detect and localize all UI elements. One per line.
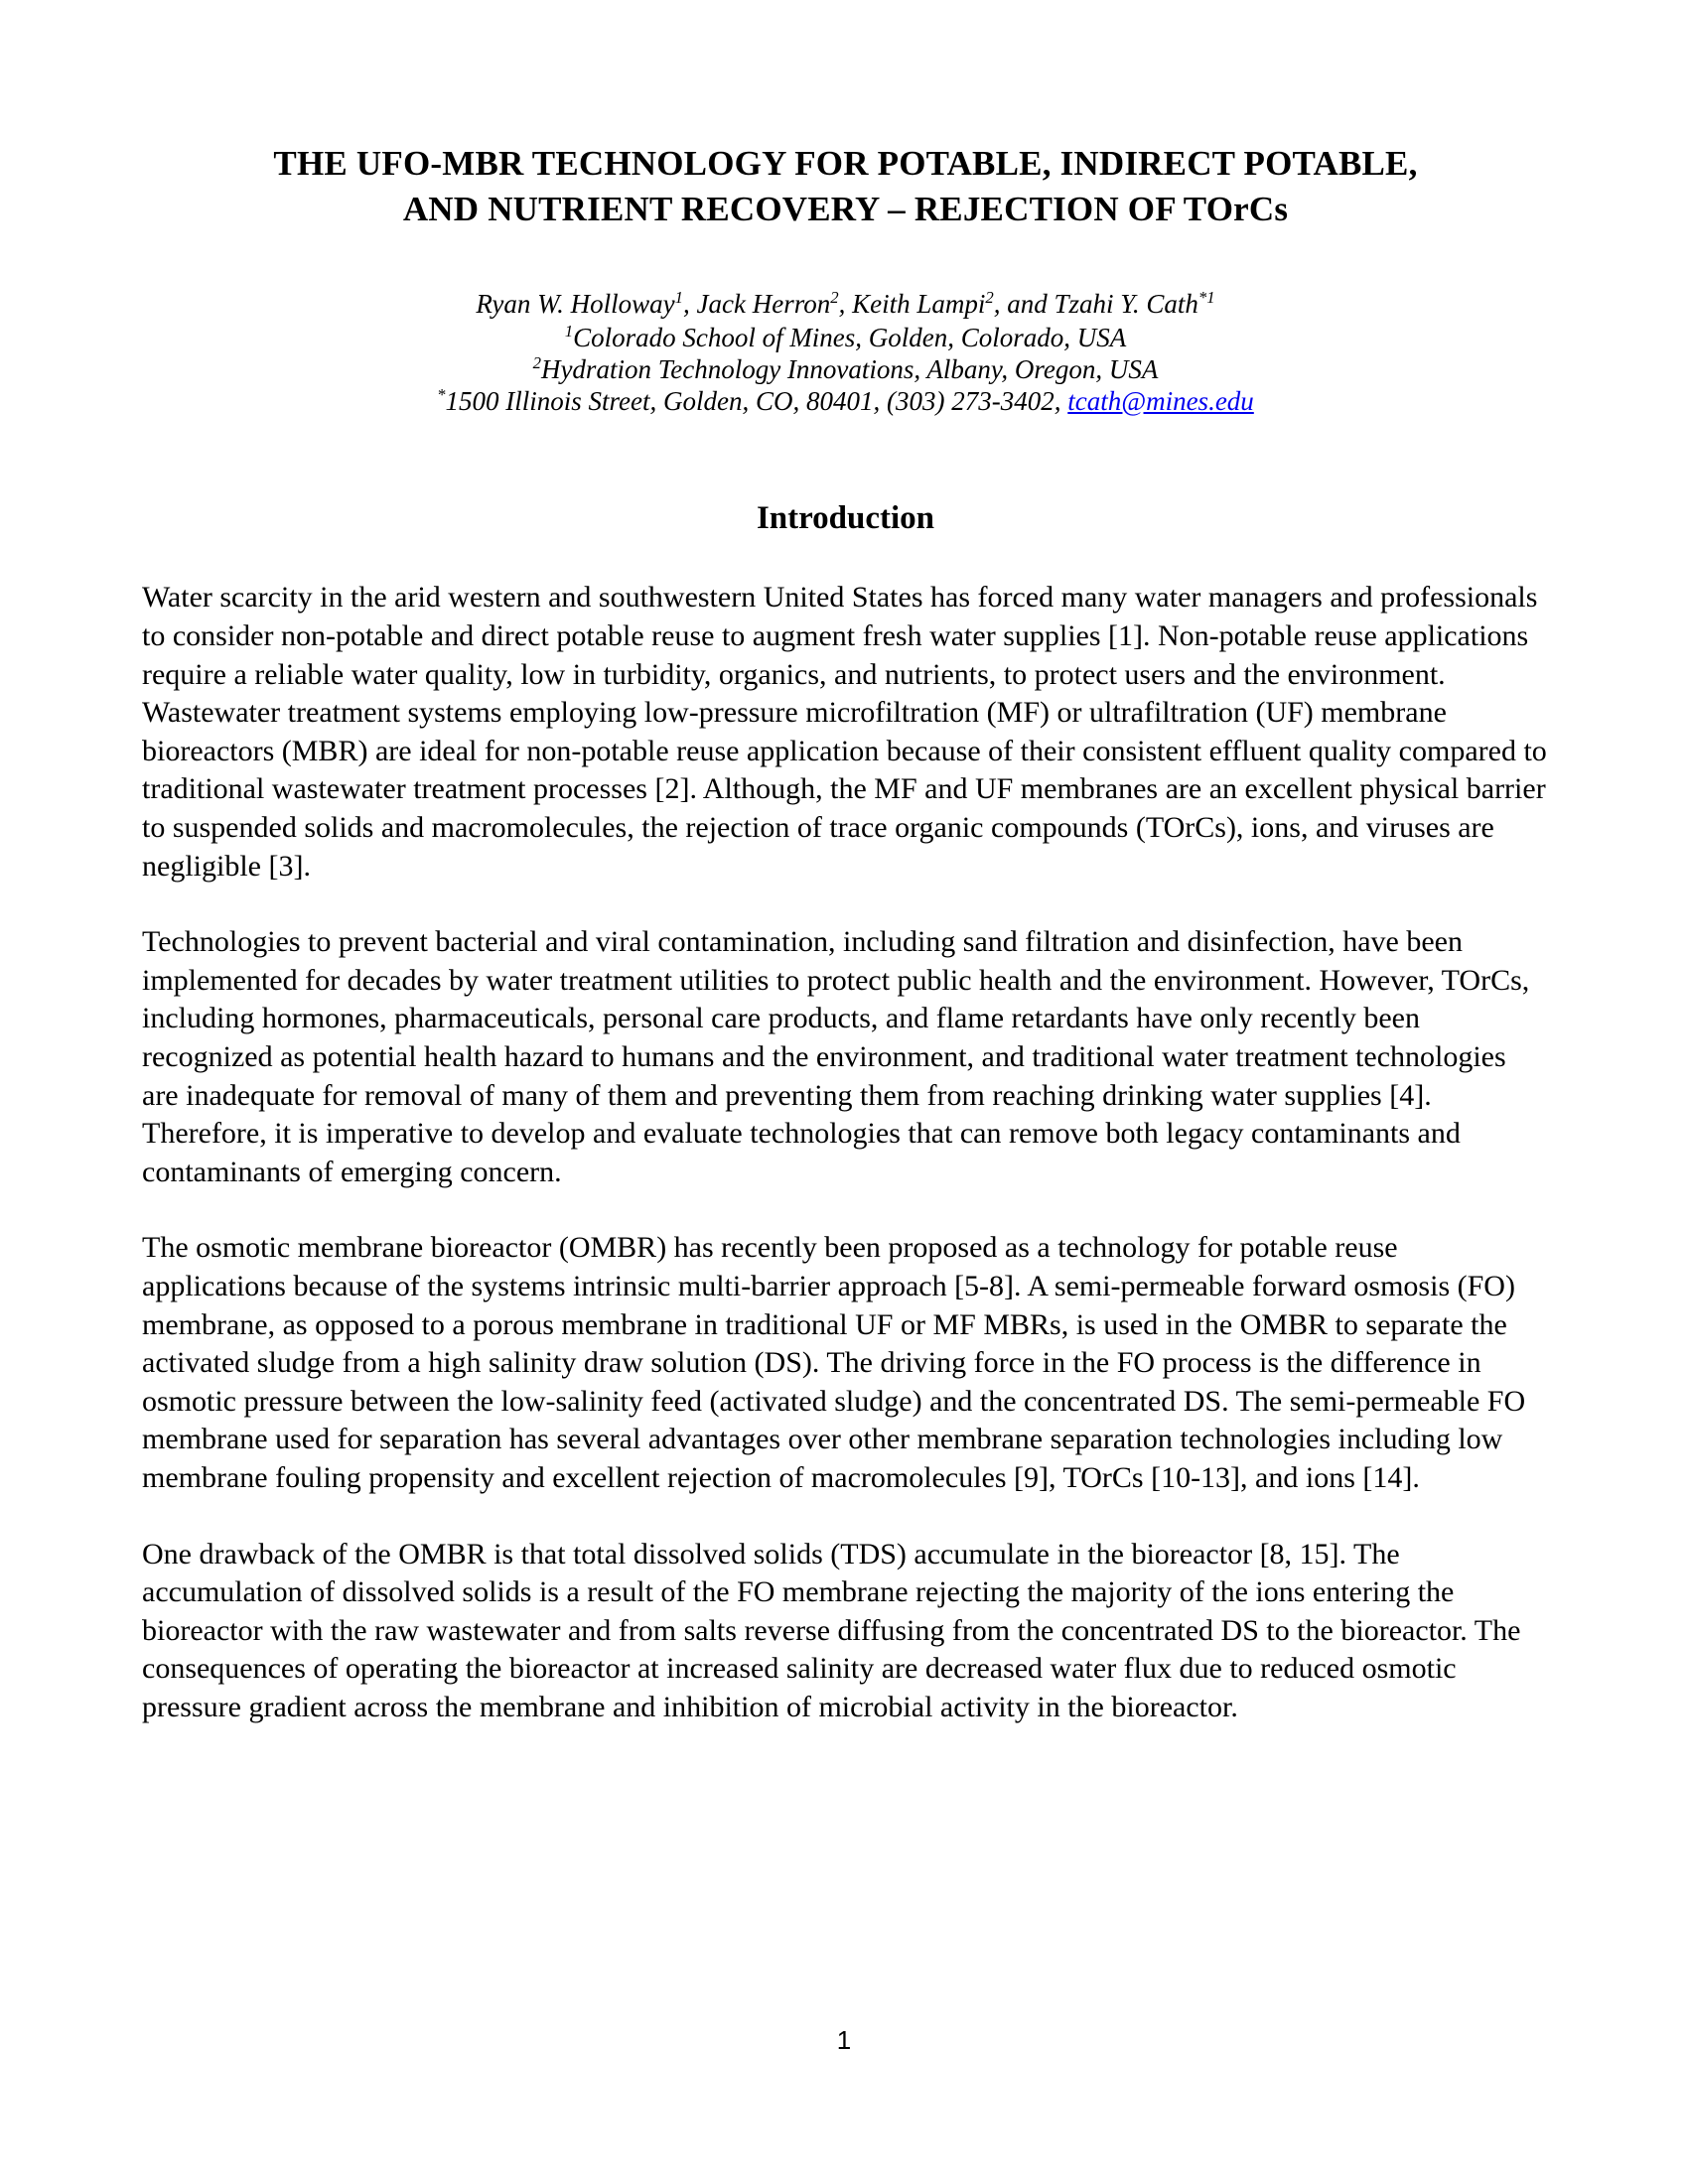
paper-title-line1: THE UFO-MBR TECHNOLOGY FOR POTABLE, INDIRECT POTABLE, <box>273 144 1418 183</box>
paragraph-2: Technologies to prevent bacterial and viral contamination, including sand filtration and disinfection, have been implemented for decades by water treatment utilities to protect public health and the environment. However, TOrCs, including hormones, pharmaceuticals, personal care products, and flame retardants have only recently been recognized as potential health hazard to humans and the environment, and traditional water treatment technologies are inadequate for removal of many of them and preventing them from reaching drinking water supplies [4]. Therefore, it is imperative to develop and evaluate technologies that can remove both legacy contaminants and contaminants of emerging concern. <box>142 925 1530 1188</box>
superscript: 2 <box>532 352 541 372</box>
superscript: 1 <box>674 288 684 307</box>
paragraph-1: Water scarcity in the arid western and southwestern United States has forced many water managers and professionals to consider non-potable and direct potable reuse to augment fresh water supplies [1]. Non-potable reuse applications require a reliable water quality, low in turbidity, organics, and nutrients, to protect users and the environment. Wastewater treatment systems employing low-pressure microfiltration (MF) or ultrafiltration (UF) membrane bioreactors (MBR) are ideal for non-potable reuse application because of their consistent effluent quality compared to traditional wastewater treatment processes [2]. Although, the MF and UF membranes are an excellent physical barrier to suspended solids and macromolecules, the rejection of trace organic compounds (TOrCs), ions, and viruses are negligible [3]. <box>142 581 1547 883</box>
body-text <box>142 579 1549 1726</box>
email-link[interactable]: tcath@mines.edu <box>1067 385 1254 416</box>
paragraph-3: The osmotic membrane bioreactor (OMBR) has recently been proposed as a technology for potable reuse applications because of the systems intrinsic multi-barrier approach [5-8]. A semi-permeable forward osmosis (FO) membrane, as opposed to a porous membrane in traditional UF or MF MBRs, is used in the OMBR to separate the activated sludge from a high salinity draw solution (DS). The driving force in the FO process is the difference in osmotic pressure between the low-salinity feed (activated sludge) and the concentrated DS. The semi-permeable FO membrane used for separation has several advantages over other membrane separation technologies including low membrane fouling propensity and excellent rejection of macromolecules [9], TOrCs [10-13], and ions [14]. <box>142 1231 1526 1494</box>
superscript: 2 <box>830 288 839 307</box>
section-heading-introduction: Introduction <box>756 500 935 537</box>
affiliation-line-3: *1500 Illinois Street, Golden, CO, 80401, (303) 273-3402, tcath@mines.edu <box>437 384 1254 416</box>
page-number: 1 <box>836 2025 852 2055</box>
superscript: * <box>437 384 446 404</box>
paper-title-line2: AND NUTRIENT RECOVERY – REJECTION OF TOrCs <box>402 189 1289 228</box>
superscript: *1 <box>1197 288 1215 307</box>
affiliation-line-2: $^2$Hydration Technology Innovations, Albany, Oregon, USA <box>532 352 1159 384</box>
paper-title <box>142 141 1549 231</box>
author-line: Ryan W. Holloway$^1$, Jack Herron$^2$, Keith Lampi$^2$, and Tzahi Y. Cath$^{*1}$ <box>476 288 1215 319</box>
author-block <box>142 289 1549 417</box>
superscript: 1 <box>564 321 574 341</box>
affiliation-line-1: $^1$Colorado School of Mines, Golden, Colorado, USA <box>564 321 1127 352</box>
paragraph-4: One drawback of the OMBR is that total dissolved solids (TDS) accumulate in the bioreactor [8, 15]. The accumulation of dissolved solids is a result of the FO membrane rejecting the majority of the ions entering the bioreactor with the raw wastewater and from salts reverse diffusing from the concentrated DS to the bioreactor. The consequences of operating the bioreactor at increased salinity are decreased water flux due to reduced osmotic pressure gradient across the membrane and inhibition of microbial activity in the bioreactor. <box>142 1537 1521 1723</box>
superscript: 2 <box>985 288 994 307</box>
